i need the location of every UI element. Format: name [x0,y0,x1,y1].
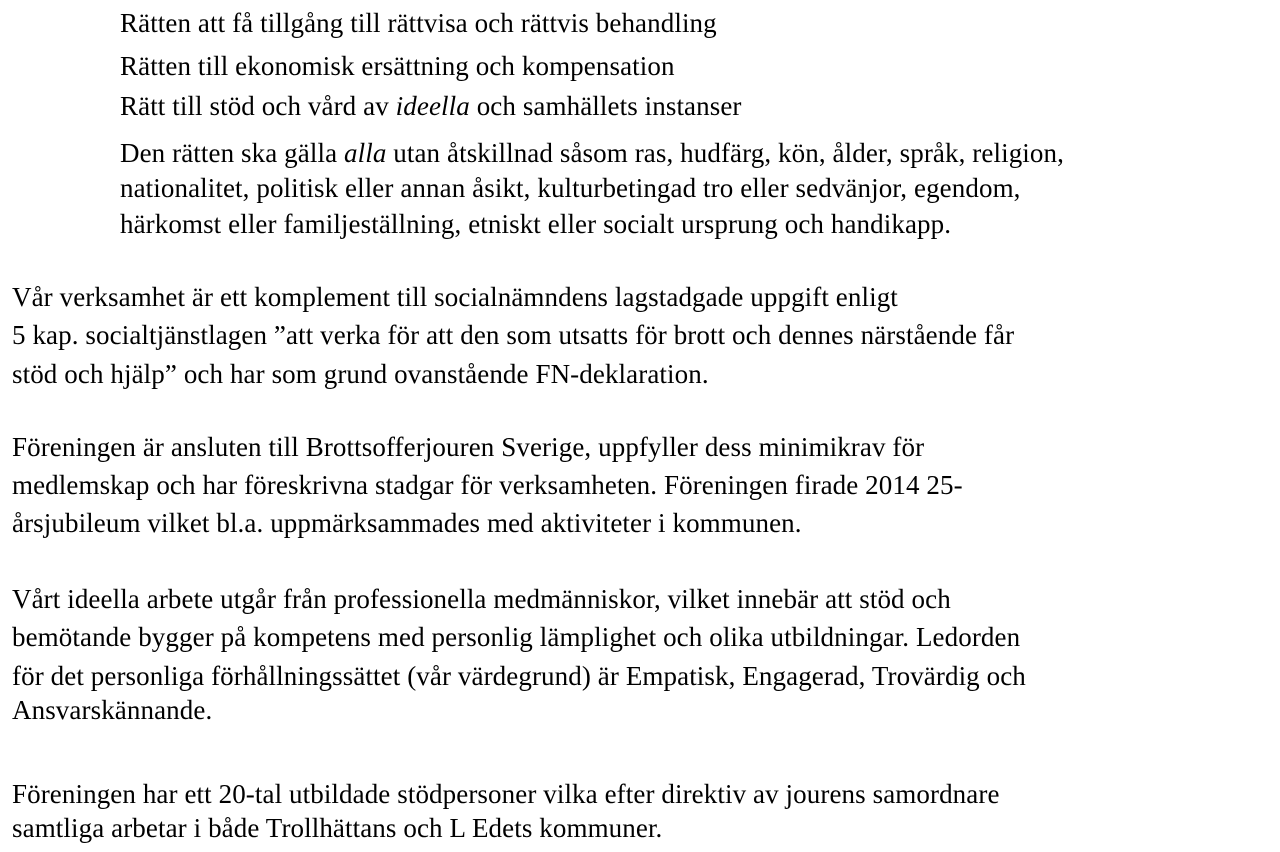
rights-list-line: Rätten att få tillgång till rättvisa och rättvis behandling [120,8,717,38]
paragraph-line: medlemskap och har föreskrivna stadgar för verksamheten. Föreningen firade 2014 25- [12,470,963,500]
paragraph-line: Vårt ideella arbete utgår från professionella medmänniskor, vilket innebär att stöd och [12,584,951,614]
rights-list-line: Rätten till ekonomisk ersättning och kompensation [120,51,675,81]
paragraph-line: stöd och hjälp” och har som grund ovanstående FN-deklaration. [12,359,709,389]
paragraph-line: Ansvarskännande. [12,695,213,725]
rights-list-line: nationalitet, politisk eller annan åsikt, kulturbetingad tro eller sedvänjor, egendom, [120,173,1021,203]
paragraph-line: årsjubileum vilket bl.a. uppmärksammades med aktiviteter i kommunen. [12,508,802,538]
paragraph-line: Föreningen har ett 20-tal utbildade stödpersoner vilka efter direktiv av jourens samordnare [12,779,1000,809]
paragraph-line: samtliga arbetar i både Trollhättans och L Edets kommuner. [12,813,663,843]
emphasis-text: alla [344,138,387,168]
paragraph-line: bemötande bygger på kompetens med personlig lämplighet och olika utbildningar. Ledorden [12,622,1021,652]
paragraph-line: för det personliga förhållningssättet (vår värdegrund) är Empatisk, Engagerad, Trovärdig och [12,661,1026,691]
paragraph-line: Föreningen är ansluten till Brottsofferjouren Sverige, uppfyller dess minimikrav för [12,432,925,462]
rights-list-line: Den rätten ska gälla alla utan åtskillnad såsom ras, hudfärg, kön, ålder, språk, religion, [120,138,1064,168]
paragraph-line: 5 kap. socialtjänstlagen ”att verka för att den som utsatts för brott och dennes närstående får [12,320,1015,350]
paragraph-line: Vår verksamhet är ett komplement till socialnämndens lagstadgade uppgift enligt [12,282,898,312]
rights-list-line: Rätt till stöd och vård av ideella och samhällets instanser [120,91,742,121]
emphasis-text: ideella [395,91,470,121]
rights-list-line: härkomst eller familjeställning, etniskt eller socialt ursprung och handikapp. [120,209,952,239]
